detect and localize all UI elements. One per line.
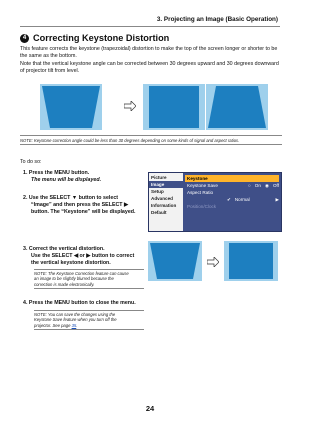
option-aspect-ratio[interactable] [185, 189, 279, 196]
note-save-end: . [76, 322, 78, 328]
intro-text-2: Note that the vertical keystone angle can be corrected between 30 degrees upward and 30 degrees downward of projector tilt from level. [20, 60, 279, 75]
page-number: 24 [145, 404, 155, 413]
menu-item-information[interactable]: Information [151, 203, 177, 208]
step-1 [23, 170, 101, 184]
step-1-number: 1. [23, 170, 28, 176]
note-save-line-2: Keystone Save feature when you turn off the [34, 317, 117, 323]
note-save [34, 310, 144, 330]
header-divider [20, 26, 280, 27]
note-blur-line-1: NOTE: The Keystone Correction feature can cause [34, 271, 129, 276]
chevron-right-icon[interactable]: ▶ [275, 197, 279, 202]
note-blur-line-3: correction is made electronically. [34, 281, 95, 287]
section-number-badge: 4 [20, 34, 29, 43]
radio-on-label: On [254, 183, 261, 188]
step-2-number: 2. [23, 195, 28, 201]
step-4-title: Press the MENU button to close the menu. [28, 300, 136, 306]
option-dimmed: Position/Clock [187, 204, 217, 209]
step-3 [23, 246, 134, 268]
menu-item-image[interactable]: Image [149, 181, 183, 188]
step-3-sub-2: the vertical keystone distortion. [31, 260, 111, 267]
step-1-sub: The menu will be displayed. [31, 177, 102, 184]
option-aspect-label: Aspect Ratio [187, 190, 214, 195]
option-keystone-label: Keystone [187, 176, 208, 181]
arrow-right-icon [124, 101, 136, 111]
radio-off-icon[interactable]: ◉ [264, 183, 269, 188]
check-icon: ✔ [227, 197, 231, 202]
screen-bottom-wide-illustration [206, 84, 268, 130]
step-3-number: 3. [23, 246, 28, 252]
step-2 [23, 195, 135, 217]
note-blur-line-2: an image to be slightly blurred because the [34, 276, 114, 282]
todo-label: To do so: [20, 159, 42, 165]
option-keystone-save[interactable] [185, 182, 279, 189]
screen-fixed-illustration [224, 241, 280, 281]
menu-item-picture[interactable]: Picture [151, 175, 167, 180]
menu-options [183, 173, 281, 231]
page-header: 3. Projecting an Image (Basic Operation) [156, 16, 278, 23]
radio-off-label: Off [272, 183, 279, 188]
option-keystone[interactable] [185, 175, 279, 182]
intro-text: This feature corrects the keystone (trapezoidal) distortion to make the top of the screen longer or shorter to be the same as the bottom. [20, 46, 278, 60]
note-save-line-3: projector. See page [34, 322, 71, 328]
step-4 [23, 300, 136, 307]
menu-item-setup[interactable]: Setup [151, 189, 164, 194]
screen-distorted-illustration [148, 241, 202, 281]
step-2-title: Use the SELECT ▼ button to select [28, 195, 119, 201]
step-4-number: 4. [23, 300, 28, 306]
option-aspect-value[interactable] [185, 196, 279, 203]
section-title [20, 33, 169, 43]
menu-item-default[interactable]: Default [151, 210, 167, 215]
step-1-title: Press the MENU button. [28, 170, 90, 176]
step-2-title-2: “Image” and then press the SELECT ▶ [31, 202, 129, 209]
radio-on-icon[interactable]: ○ [248, 183, 251, 188]
page-reference-link[interactable]: 35 [71, 322, 77, 328]
note-blur [34, 269, 144, 289]
screen-top-wide-illustration [40, 84, 102, 130]
menu-item-advanced[interactable]: Advanced [151, 196, 173, 201]
screen-corrected-illustration [143, 84, 205, 130]
menu-categories [149, 173, 183, 231]
projector-menu [148, 172, 282, 232]
note-keystone-angle: NOTE: Keystone correction angle could be less than 30 degrees depending on some kinds of signal and aspect ratios. [20, 135, 282, 145]
aspect-value: Normal [234, 197, 250, 202]
arrow-right-icon-2 [207, 257, 219, 267]
step-3-title: Correct the vertical distortion. [28, 246, 105, 252]
option-keystone-save-label: Keystone Save [187, 183, 218, 188]
step-3-sub: Use the SELECT ◀ or ▶ button to correct [31, 253, 135, 260]
section-heading: Correcting Keystone Distortion [33, 33, 170, 43]
note-save-line-1: NOTE: You can save the changes using the [34, 312, 116, 317]
step-2-title-3: button. The “Keystone” will be displayed. [31, 209, 136, 216]
intro-paragraph [20, 46, 282, 76]
